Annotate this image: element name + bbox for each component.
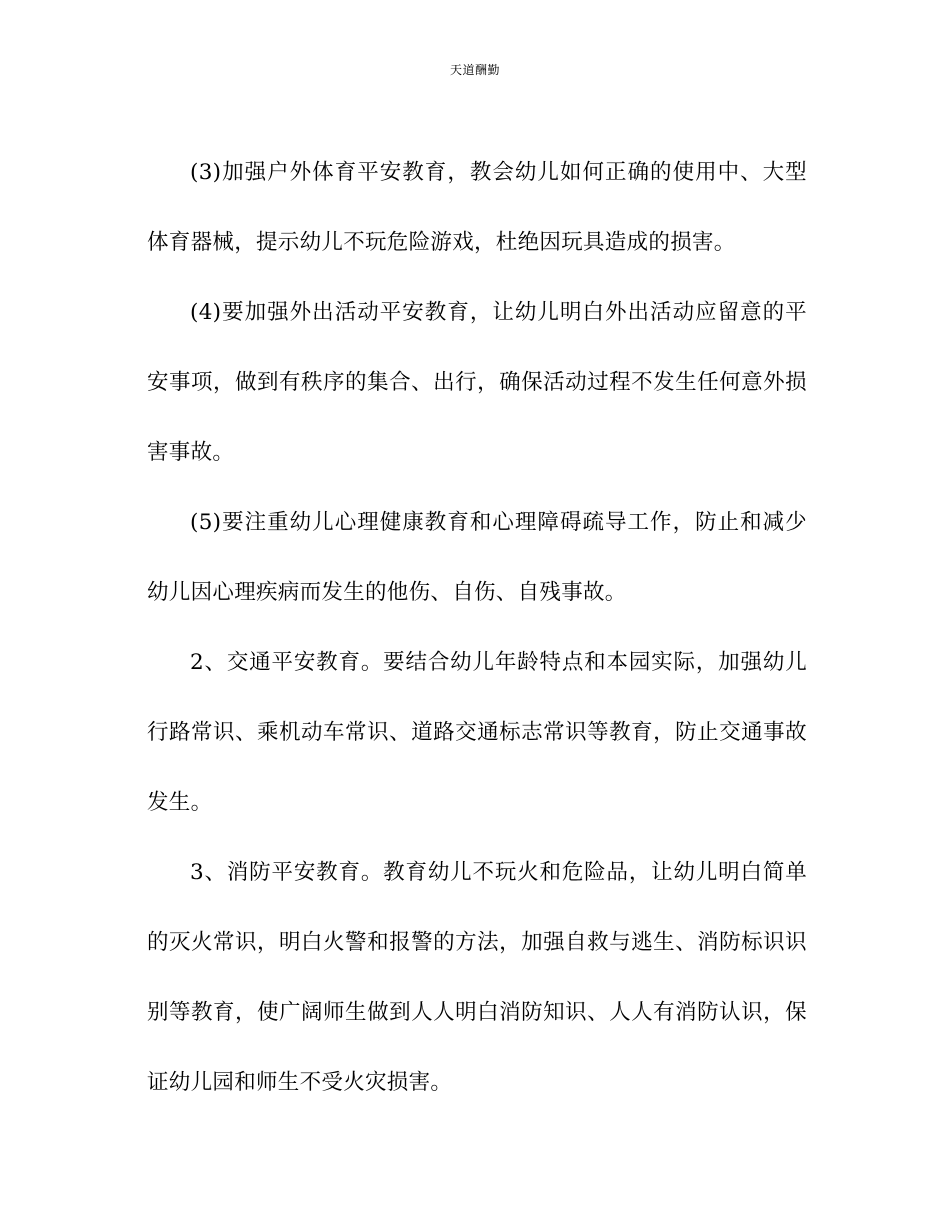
paragraph-outing-safety: (4)要加强外出活动平安教育，让幼儿明白外出活动应留意的平安事项，做到有秩序的集合、出行，确保活动过程不发生任何意外损害事故。 (147, 300, 807, 465)
paragraph-fire-safety: 3、消防平安教育。教育幼儿不玩火和危险品，让幼儿明白简单的灭火常识，明白火警和报警的方法，加强自救与逃生、消防标识识别等教育，使广阔师生做到人人明白消防知识、人人有消防认识，保证幼儿园和师生不受火灾损害。 (147, 860, 807, 1095)
page-header: 天道酬勤 (449, 63, 500, 77)
document-body (147, 138, 807, 1118)
paragraph-mental-health: (5)要注重幼儿心理健康教育和心理障碍疏导工作，防止和减少幼儿因心理疾病而发生的他伤、自伤、自残事故。 (147, 510, 807, 605)
paragraph-traffic-safety: 2、交通平安教育。要结合幼儿年龄特点和本园实际，加强幼儿行路常识、乘机动车常识、道路交通标志常识等教育，防止交通事故发生。 (147, 650, 807, 815)
paragraph-outdoor-sports-safety: (3)加强户外体育平安教育，教会幼儿如何正确的使用中、大型体育器械，提示幼儿不玩危险游戏，杜绝因玩具造成的损害。 (147, 160, 807, 255)
